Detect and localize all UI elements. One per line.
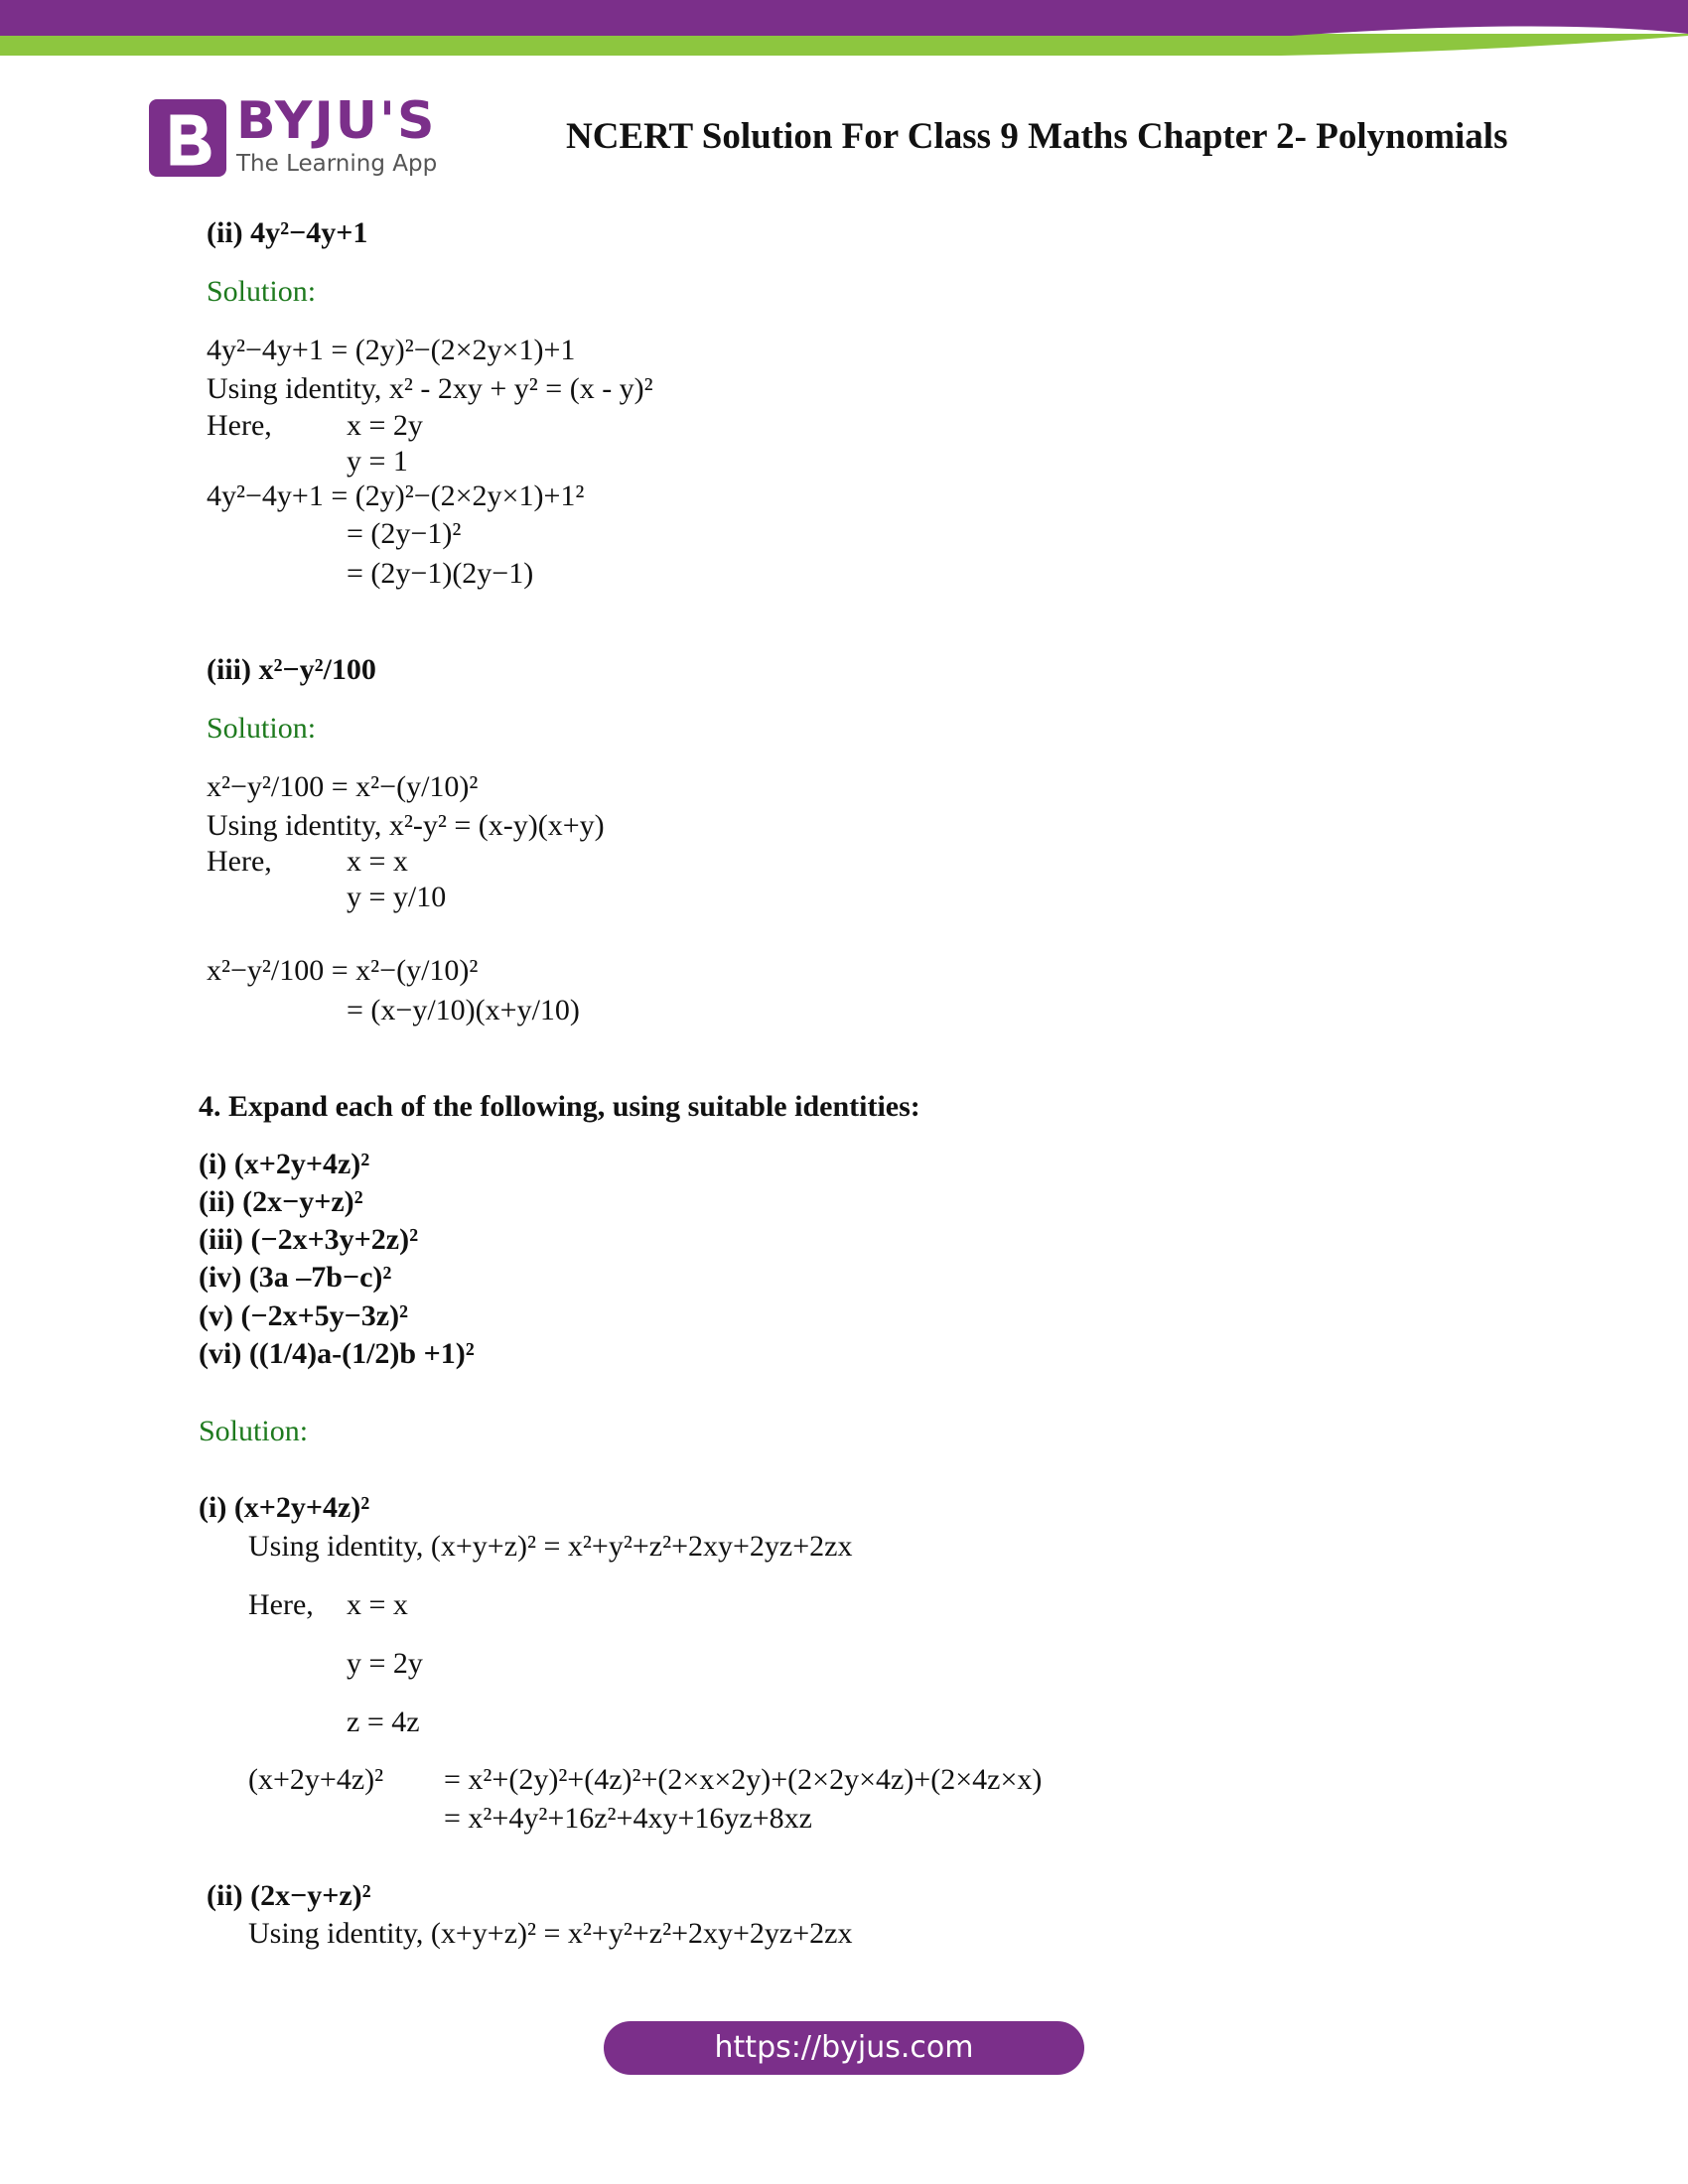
logo-mark (149, 99, 226, 177)
math-line: = x²+(2y)²+(4z)²+(2×x×2y)+(2×2y×4z)+(2×4z×x) (444, 1763, 1043, 1796)
question-heading: (iii) x²−y²/100 (207, 653, 376, 686)
math-line: (x+2y+4z)² (248, 1763, 384, 1796)
math-line: Using identity, x² - 2xy + y² = (x - y)² (207, 372, 653, 405)
sub-question: (vi) ((1/4)a-(1/2)b +1)² (199, 1337, 475, 1370)
math-line: Here, (248, 1588, 314, 1621)
footer-link-button[interactable] (604, 2021, 1084, 2075)
logo-b-icon (157, 107, 218, 169)
solution-label: Solution: (207, 712, 317, 745)
sub-question: (iv) (3a –7b−c)² (199, 1261, 392, 1294)
math-line: x = 2y (347, 409, 423, 442)
math-line: = (2y−1)² (347, 517, 462, 550)
solution-label: Solution: (199, 1415, 309, 1447)
math-line: y = y/10 (347, 881, 447, 913)
math-line: Here, (207, 845, 272, 878)
sub-question: (iii) (−2x+3y+2z)² (199, 1223, 419, 1256)
math-line: Using identity, (x+y+z)² = x²+y²+z²+2xy+2yz+2zx (248, 1917, 853, 1950)
math-line: = x²+4y²+16z²+4xy+16yz+8xz (444, 1802, 812, 1835)
header-banner (0, 0, 1688, 60)
math-line: y = 1 (347, 445, 408, 478)
math-line: Using identity, x²-y² = (x-y)(x+y) (207, 809, 605, 842)
math-line: 4y²−4y+1 = (2y)²−(2×2y×1)+1² (207, 479, 585, 512)
math-line: = (2y−1)(2y−1) (347, 557, 534, 590)
question-heading: 4. Expand each of the following, using suitable identities: (199, 1090, 920, 1123)
math-line: x = x (347, 1588, 408, 1621)
byjus-logo (149, 91, 447, 181)
sub-question: (ii) (2x−y+z)² (207, 1879, 371, 1912)
math-line: x = x (347, 845, 408, 878)
sub-question: (i) (x+2y+4z)² (199, 1491, 370, 1524)
math-line: 4y²−4y+1 = (2y)²−(2×2y×1)+1 (207, 334, 576, 366)
sub-question: (i) (x+2y+4z)² (199, 1148, 370, 1180)
sub-question: (ii) (2x−y+z)² (199, 1185, 363, 1218)
math-line: = (x−y/10)(x+y/10) (347, 994, 580, 1026)
logo-tagline: The Learning App (236, 151, 438, 177)
math-line: x²−y²/100 = x²−(y/10)² (207, 770, 479, 803)
footer-url[interactable]: https://byjus.com (714, 2030, 974, 2065)
solution-label: Solution: (207, 275, 317, 308)
sub-question: (v) (−2x+5y−3z)² (199, 1299, 409, 1332)
document-title: NCERT Solution For Class 9 Maths Chapter 2- Polynomials (566, 116, 1508, 157)
math-line: y = 2y (347, 1647, 423, 1680)
question-heading: (ii) 4y²−4y+1 (207, 216, 368, 249)
math-line: Using identity, (x+y+z)² = x²+y²+z²+2xy+2yz+2zx (248, 1530, 853, 1563)
logo-name: BYJU'S (236, 91, 437, 151)
math-line: Here, (207, 409, 272, 442)
math-line: z = 4z (347, 1706, 420, 1738)
math-line: x²−y²/100 = x²−(y/10)² (207, 954, 479, 987)
